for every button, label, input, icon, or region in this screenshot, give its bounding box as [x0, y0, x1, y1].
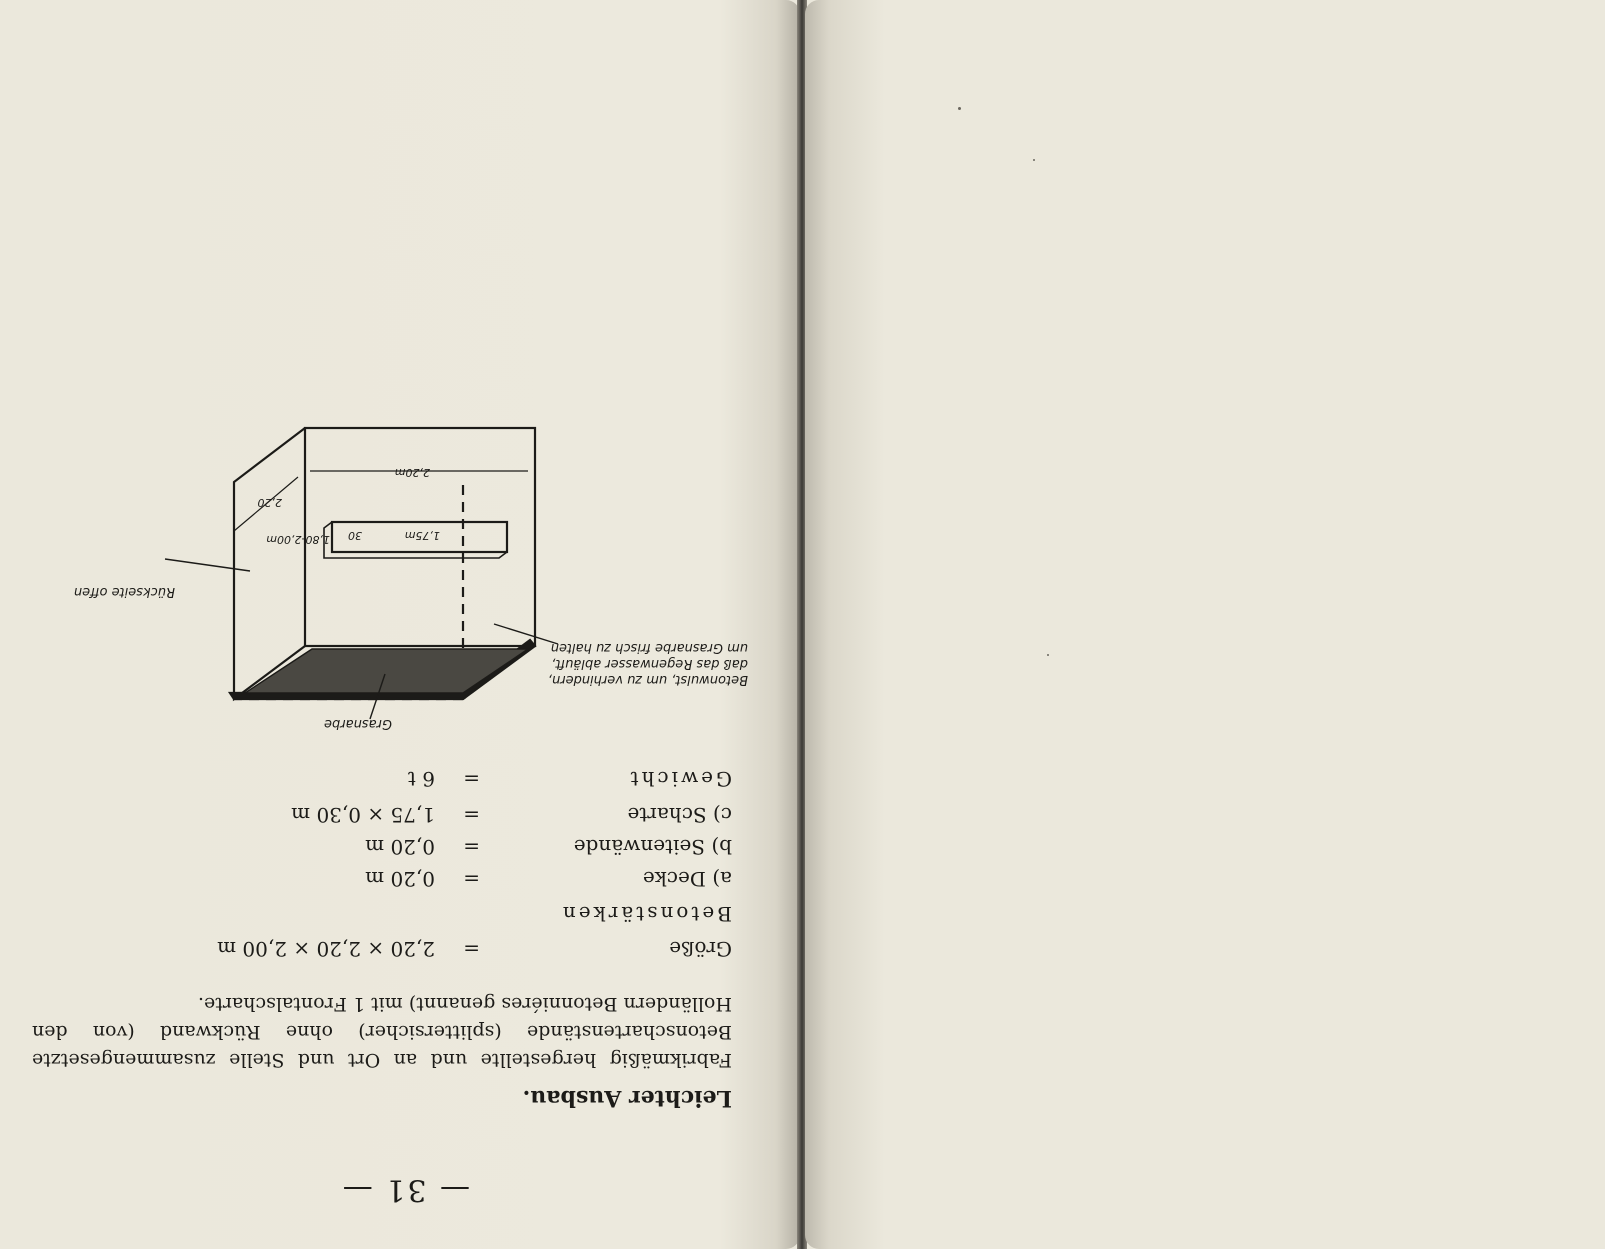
bunker-diagram	[0, 0, 800, 1249]
right-page-blank	[805, 0, 1605, 1249]
left-page	[0, 0, 800, 1249]
weight-label: Gewicht	[627, 767, 732, 791]
weight-value: 6 t	[407, 767, 435, 791]
paper-speck	[1047, 654, 1049, 656]
caption-concrete-bead: Betonwulst, um zu verhindern, daß das Regenwasser abläuft, um Grasnarbe frisch zu halten	[547, 640, 748, 687]
size-value: 2,20 × 2,20 × 2,00 m	[217, 937, 435, 961]
size-label: Größe	[669, 937, 732, 961]
weight-equals: =	[463, 767, 480, 791]
page-number: — 31 —	[340, 1172, 470, 1207]
dim-height: 1,80-2,00m	[266, 533, 330, 546]
caption-turf: Grasnarbe	[324, 716, 392, 731]
section-heading: Leichter Ausbau.	[522, 1085, 732, 1111]
strength-a-equals: =	[463, 867, 480, 891]
dim-depth: 2,20	[257, 496, 282, 509]
strength-b-label: b) Seitenwände	[573, 835, 732, 859]
turf-base	[245, 649, 528, 693]
description-paragraph: Fabrikmäßig hergestellte und an Ort und Stelle zusammengesetzte Betonschartenstände (splittersicher) ohne Rückwand (von den Holländern Betonniéres genannt) mit 1 Frontalscharte.	[32, 993, 732, 1071]
strength-c-value: 1,75 × 0,30 m	[291, 803, 435, 827]
upside-down-page-content	[0, 0, 800, 1249]
strength-c-equals: =	[463, 803, 480, 827]
concrete-strengths-heading: Betonstärken	[559, 902, 732, 926]
strength-c-label: c) Scharte	[627, 803, 732, 827]
paper-speck	[1033, 159, 1035, 161]
strength-a-label: a) Decke	[642, 867, 732, 891]
dim-width: 2,20m	[394, 466, 430, 479]
strength-b-value: 0,20 m	[365, 835, 435, 859]
size-equals: =	[463, 937, 480, 961]
strength-a-value: 0,20 m	[365, 867, 435, 891]
strength-b-equals: =	[463, 835, 480, 859]
paper-speck	[958, 107, 961, 110]
dim-slit-height: 30	[348, 529, 362, 542]
caption-back-open: Rückseite offen	[73, 584, 175, 599]
right-side-edges	[234, 428, 305, 699]
dim-slit: 1,75m	[404, 529, 440, 542]
